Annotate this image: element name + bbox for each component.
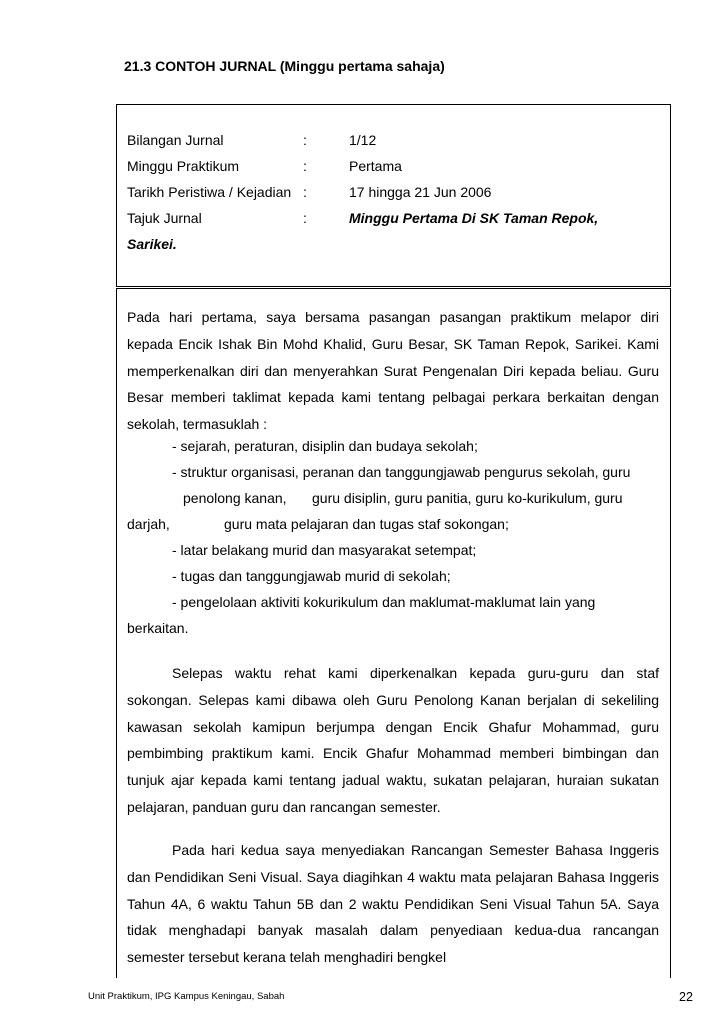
info-label: Tarikh Peristiwa / Kejadian	[127, 184, 292, 200]
info-colon: :	[303, 184, 307, 200]
list-item: - tugas dan tanggungjawab murid di sekolah;	[172, 568, 451, 584]
list-item: - latar belakang murid dan masyarakat setempat;	[172, 542, 477, 558]
info-label: Minggu Praktikum	[127, 158, 240, 174]
paragraph-2: Selepas waktu rehat kami diperkenalkan kepada guru-guru dan staf sokongan. Selepas kami dibawa oleh Guru Penolong Kanan berjalan di sekeliling kawasan sekolah kamipun berjumpa dengan Encik Ghafur Mohammad, guru pembimbing praktikum kami. Encik Ghafur Mohammad memberi bimbingan dan tunjuk ajar kepada kami tentang jadual waktu, sukatan pelajaran, huraian sukatan pelajaran, panduan guru dan rancangan semester.	[127, 665, 659, 815]
info-colon: :	[303, 210, 307, 226]
info-value: Pertama	[349, 158, 402, 174]
info-colon: :	[303, 132, 307, 148]
info-colon: :	[303, 158, 307, 174]
page-number: 22	[679, 990, 693, 1004]
info-value: 1/12	[349, 132, 377, 148]
list-item-continuation: berkaitan.	[127, 620, 189, 636]
list-item-continuation: penolong kanan,	[183, 490, 287, 506]
paragraph-3: Pada hari kedua saya menyediakan Rancangan Semester Bahasa Inggeris dan Pendidikan Seni Visual. Saya diagihkan 4 waktu mata pelajaran Bahasa Inggeris Tahun 4A, 6 waktu Tahun 5B dan 2 waktu Pendidikan Seni Visual Tahun 5A. Saya tidak menghadapi banyak masalah dalam penyediaan kedua-dua rancangan semester tersebut kerana telah menghadiri bengkel	[127, 842, 659, 966]
journal-title-value: Minggu Pertama Di SK Taman Repok,	[349, 210, 599, 226]
list-item: - sejarah, peraturan, disiplin dan budaya sekolah;	[172, 438, 478, 454]
footer-institution: Unit Praktikum, IPG Kampus Keningau, Sabah	[88, 991, 285, 1002]
journal-title-continuation: Sarikei.	[127, 236, 177, 252]
list-item-continuation: guru mata pelajaran dan tugas staf sokongan;	[224, 516, 509, 532]
info-value: 17 hingga 21 Jun 2006	[349, 184, 492, 200]
section-heading: 21.3 CONTOH JURNAL (Minggu pertama sahaja)	[124, 58, 445, 74]
list-item-continuation: darjah,	[127, 516, 170, 532]
list-item: - pengelolaan aktiviti kokurikulum dan maklumat-maklumat lain yang	[172, 594, 596, 610]
info-label: Bilangan Jurnal	[127, 132, 224, 148]
paragraph-1: Pada hari pertama, saya bersama pasangan pasangan praktikum melapor diri kepada Encik Ishak Bin Mohd Khalid, Guru Besar, SK Taman Repok, Sarikei. Kami memperkenalkan diri dan menyerahkan Surat Pengenalan Diri kepada beliau. Guru Besar memberi taklimat kepada kami tentang pelbagai perkara berkaitan dengan sekolah, termasuklah :	[127, 309, 659, 433]
info-label: Tajuk Jurnal	[127, 210, 202, 226]
list-item-continuation: guru disiplin, guru panitia, guru ko-kurikulum, guru	[312, 490, 623, 506]
list-item: - struktur organisasi, peranan dan tanggungjawab pengurus sekolah, guru	[172, 464, 631, 480]
